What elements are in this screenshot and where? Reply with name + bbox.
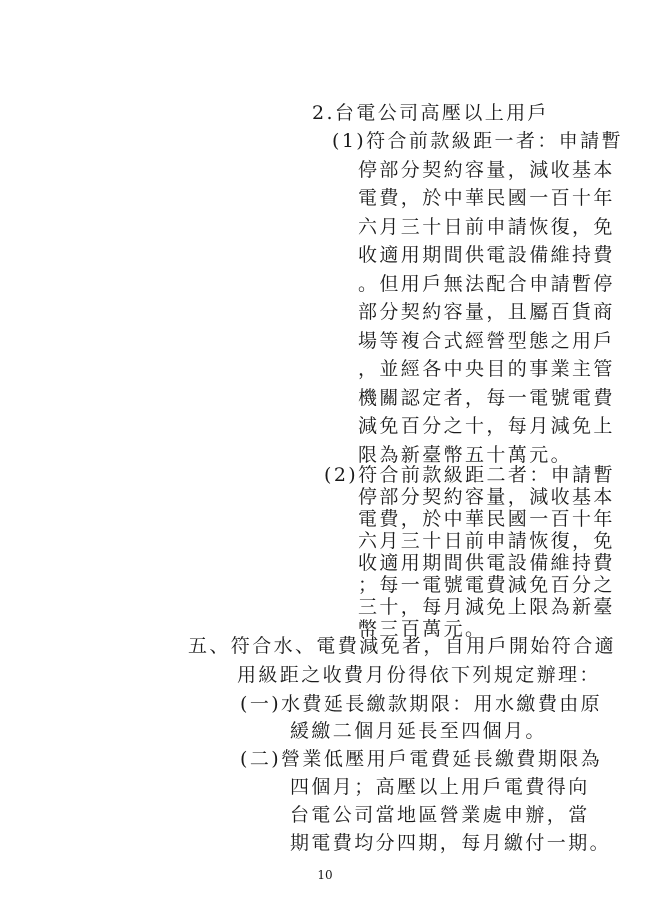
paragraph-line: 場等複合式經營型態之用戶 <box>358 329 615 352</box>
paragraph-line: 三十，每月減免上限為新臺 <box>358 596 615 618</box>
paragraph-line: 四個月；高壓以上用戶電費得向 <box>290 776 590 798</box>
paragraph-line: 期電費均分四期，每月繳付一期。 <box>290 832 612 854</box>
paragraph-line: 停部分契約容量，減收基本 <box>358 486 615 508</box>
page-number: 10 <box>317 868 333 882</box>
paragraph-line: ；每一電號電費減免百分之 <box>358 574 615 596</box>
paragraph-line: 電費，於中華民國一百十年 <box>358 508 615 530</box>
paragraph-line: 台電公司當地區營業處申辦，當 <box>290 804 590 826</box>
paragraph-line: 。但用戶無法配合申請暫停 <box>358 272 615 295</box>
paragraph-line: 用級距之收費月份得依下列規定辦理： <box>237 664 601 686</box>
paragraph-line: 六月三十日前申請恢復，免 <box>358 530 615 552</box>
paragraph-line: 停部分契約容量，減收基本 <box>358 158 615 181</box>
paragraph-line: 減免百分之十，每月減免上 <box>358 415 615 437</box>
paragraph-line: 緩繳二個月延長至四個月。 <box>290 720 547 742</box>
paragraph-line: 幣三百萬元。 <box>358 618 487 640</box>
paragraph-line: 部分契約容量，且屬百貨商 <box>358 301 615 323</box>
paragraph-line: ，並經各中央目的事業主管 <box>358 358 615 380</box>
paragraph-line: (二)營業低壓用戶電費延長繳費期限為 <box>240 748 603 770</box>
paragraph-line: 電費，於中華民國一百十年 <box>358 187 615 209</box>
paragraph-line: (1)符合前款級距一者：申請暫 <box>332 130 623 152</box>
paragraph-line: 五、符合水、電費減免者，自用戶開始符合適 <box>188 635 617 657</box>
section-2-heading: 2.台電公司高壓以上用戶 <box>312 102 549 124</box>
paragraph-line: 機關認定者，每一電號電費 <box>358 386 615 409</box>
paragraph-line: 六月三十日前申請恢復，免 <box>358 215 615 238</box>
paragraph-line: 收適用期間供電設備維持費 <box>358 552 615 574</box>
paragraph-line: (2)符合前款級距二者：申請暫 <box>324 464 615 486</box>
paragraph-line: 收適用期間供電設備維持費 <box>358 244 615 266</box>
paragraph-line: (一)水費延長繳款期限：用水繳費由原 <box>240 693 603 715</box>
paragraph-line: 限為新臺幣五十萬元。 <box>358 443 573 466</box>
